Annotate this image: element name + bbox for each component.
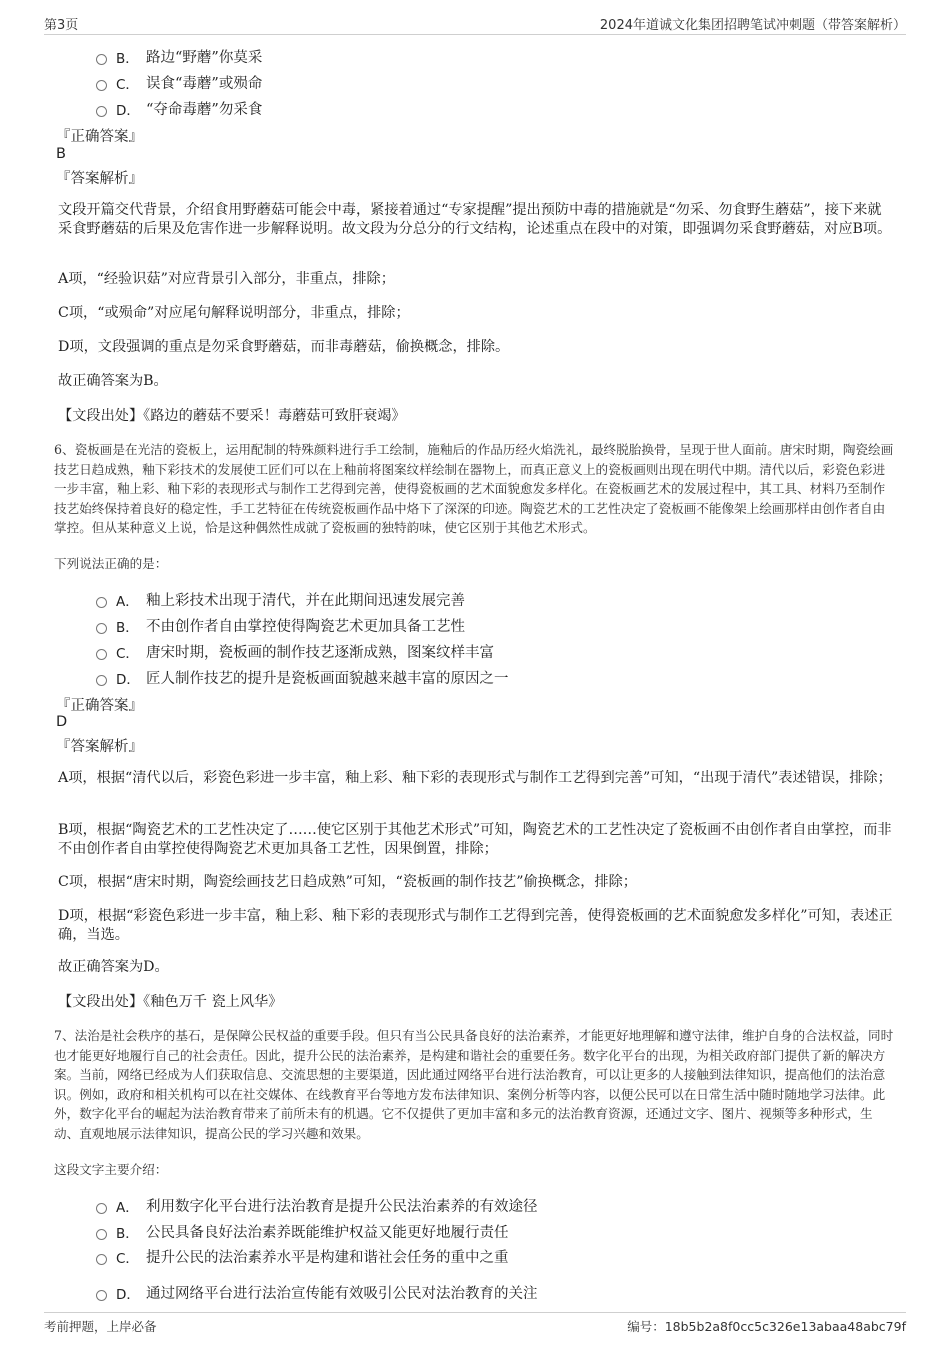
q5-option-b[interactable]: B． 路边“野蘑”你莫采: [96, 46, 262, 67]
radio-icon[interactable]: [96, 1229, 107, 1240]
option-text: 误食“毒蘑”或殒命: [146, 76, 263, 92]
analysis-paragraph: 文段开篇交代背景，介绍食用野蘑菇可能会中毒，紧接着通过“专家提醒”提出预防中毒的措施就是“勿采、勿食野生蘑菇”，接下来就采食野蘑菇的后果及危害作进一步解释说明。故文段为分总分的行文结构，论述重点在段中的对策，即强调勿采食野蘑菇，对应B项。: [58, 202, 892, 237]
document-title: 2024年道诚文化集团招聘笔试冲刺题（带答案解析）: [599, 18, 906, 33]
answer-label: 『正确答案』: [56, 129, 143, 145]
q6-option-c[interactable]: C． 唐宋时期，瓷板画的制作技艺逐渐成熟，图案纹样丰富: [96, 641, 494, 662]
analysis-paragraph: C项，根据“唐宋时期，陶瓷绘画技艺日趋成熟”可知，“瓷板画的制作技艺”偷换概念，排除；: [58, 874, 637, 890]
q7-option-d[interactable]: D． 通过网络平台进行法治宣传能有效吸引公民对法治教育的关注: [96, 1282, 538, 1303]
radio-icon[interactable]: [96, 1254, 107, 1265]
radio-icon[interactable]: [96, 106, 107, 117]
q7-option-a[interactable]: A． 利用数字化平台进行法治教育是提升公民法治素养的有效途径: [96, 1195, 538, 1216]
analysis-paragraph: C项，“或殒命”对应尾句解释说明部分，非重点，排除；: [58, 305, 410, 321]
analysis-paragraph: A项，根据“清代以后，彩瓷色彩进一步丰富，釉上彩、釉下彩的表现形式与制作工艺得到完善”可知，“出现于清代”表述错误，排除；: [58, 770, 892, 786]
radio-icon[interactable]: [96, 1203, 107, 1214]
option-text: 通过网络平台进行法治宣传能有效吸引公民对法治教育的关注: [146, 1286, 538, 1302]
page-footer: [44, 1312, 906, 1333]
option-text: “夺命毒蘑”勿采食: [146, 102, 263, 118]
analysis-paragraph: D项，文段强调的重点是勿采食野蘑菇，而非毒蘑菇，偷换概念，排除。: [58, 339, 510, 355]
option-text: 釉上彩技术出现于清代，并在此期间迅速发展完善: [146, 593, 465, 609]
question-stem: 7、法治是社会秩序的基石，是保障公民权益的重要手段。但只有当公民具备良好的法治素养，才能更好地理解和遵守法律，维护自身的合法权益，同时也才能更好地履行自己的社会责任。因此，提升公民的法治素养，是构建和谐社会的重要任务。数字化平台的出现，为相关政府部门提供了新的解决方案。当前，网络已经成为人们获取信息、交流思想的主要渠道，因此通过网络平台进行法治教育，可以让更多的人接触到法律知识，提高他们的法治意识。例如，政府和相关机构可以在社交媒体、在线教育平台等地方发布法律知识、案例分析等内容，以便公民可以在日常生活中随时随地学习法律。此外，数字化平台的崛起为法治教育带来了前所未有的机遇。它不仅提供了更加丰富和多元的法治教育资源，还通过文字、图片、视频等多种形式，生动、直观地展示法律知识，提高公民的学习兴趣和效果。: [54, 1028, 894, 1141]
option-text: 不由创作者自由掌控使得陶瓷艺术更加具备工艺性: [146, 619, 465, 635]
option-text: 匠人制作技艺的提升是瓷板画面貌越来越丰富的原因之一: [146, 671, 509, 687]
analysis-paragraph: A项，“经验识菇”对应背景引入部分，非重点，排除；: [58, 271, 395, 287]
source-citation: 【文段出处】《釉色万千 瓷上风华》: [58, 994, 283, 1010]
question-prompt: 这段文字主要介绍：: [54, 1162, 168, 1177]
analysis-label: 『答案解析』: [56, 739, 143, 755]
page-number: 第3页: [44, 18, 79, 33]
page-header: [44, 10, 906, 35]
radio-icon[interactable]: [96, 649, 107, 660]
q5-option-c[interactable]: C． 误食“毒蘑”或殒命: [96, 72, 262, 93]
radio-icon[interactable]: [96, 597, 107, 608]
document-code: 编号：18b5b2a8f0cc5c326e13abaa48abc79f: [627, 1319, 906, 1334]
analysis-label: 『答案解析』: [56, 171, 143, 187]
correct-answer: B: [56, 146, 66, 162]
q6-option-b[interactable]: B． 不由创作者自由掌控使得陶瓷艺术更加具备工艺性: [96, 615, 465, 636]
radio-icon[interactable]: [96, 80, 107, 91]
question-prompt: 下列说法正确的是：: [54, 556, 168, 571]
q7-option-b[interactable]: B． 公民具备良好法治素养既能维护权益又能更好地履行责任: [96, 1221, 509, 1242]
option-text: 利用数字化平台进行法治教育是提升公民法治素养的有效途径: [146, 1199, 538, 1215]
answer-label: 『正确答案』: [56, 698, 143, 714]
footer-slogan: 考前押题，上岸必备: [44, 1319, 157, 1334]
radio-icon[interactable]: [96, 623, 107, 634]
correct-answer: D: [56, 714, 68, 730]
question-stem: 6、瓷板画是在光洁的瓷板上，运用配制的特殊颜料进行手工绘制，施釉后的作品历经火焰洗礼，最终脱胎换骨，呈现于世人面前。唐宋时期，陶瓷绘画技艺日趋成熟，釉下彩技术的发展使工匠们可以在上釉前将图案纹样绘制在器物上，而真正意义上的瓷板画则出现在明代中期。清代以后，彩瓷色彩进一步丰富，釉上彩、釉下彩的表现形式与制作工艺得到完善，使得瓷板画的艺术面貌愈发多样化。在瓷板画艺术的发展过程中，其工具、材料乃至制作技艺始终保持着良好的稳定性，手工艺特征在传统瓷板画作品中烙下了深深的印迹。陶瓷艺术的工艺性决定了瓷板画不能像架上绘画那样由创作者自由掌控。但从某种意义上说，恰是这种偶然性成就了瓷板画的独特韵味，使它区别于其他艺术形式。: [54, 442, 894, 535]
q7-option-c[interactable]: C． 提升公民的法治素养水平是构建和谐社会任务的重中之重: [96, 1246, 509, 1267]
analysis-paragraph: D项，根据“彩瓷色彩进一步丰富，釉上彩、釉下彩的表现形式与制作工艺得到完善，使得瓷板画的艺术面貌愈发多样化”可知，表述正确，当选。: [58, 908, 893, 943]
q5-option-d[interactable]: D． “夺命毒蘑”勿采食: [96, 98, 262, 119]
analysis-paragraph: B项，根据“陶瓷艺术的工艺性决定了……使它区别于其他艺术形式”可知，陶瓷艺术的工艺性决定了瓷板画不由创作者自由掌控，而非不由创作者自由掌控使得陶瓷艺术更加具备工艺性，因果倒置，排除；: [58, 822, 892, 857]
source-citation: 【文段出处】《路边的蘑菇不要采！毒蘑菇可致肝衰竭》: [58, 408, 406, 424]
q6-option-d[interactable]: D． 匠人制作技艺的提升是瓷板画面貌越来越丰富的原因之一: [96, 667, 509, 688]
option-text: 唐宋时期，瓷板画的制作技艺逐渐成熟，图案纹样丰富: [146, 645, 494, 661]
radio-icon[interactable]: [96, 675, 107, 686]
option-text: 提升公民的法治素养水平是构建和谐社会任务的重中之重: [146, 1250, 509, 1266]
option-text: 公民具备良好法治素养既能维护权益又能更好地履行责任: [146, 1225, 509, 1241]
analysis-conclusion: 故正确答案为D。: [58, 959, 169, 975]
q6-option-a[interactable]: A． 釉上彩技术出现于清代，并在此期间迅速发展完善: [96, 589, 465, 610]
option-text: 路边“野蘑”你莫采: [146, 50, 263, 66]
radio-icon[interactable]: [96, 54, 107, 65]
analysis-conclusion: 故正确答案为B。: [58, 373, 168, 389]
radio-icon[interactable]: [96, 1290, 107, 1301]
